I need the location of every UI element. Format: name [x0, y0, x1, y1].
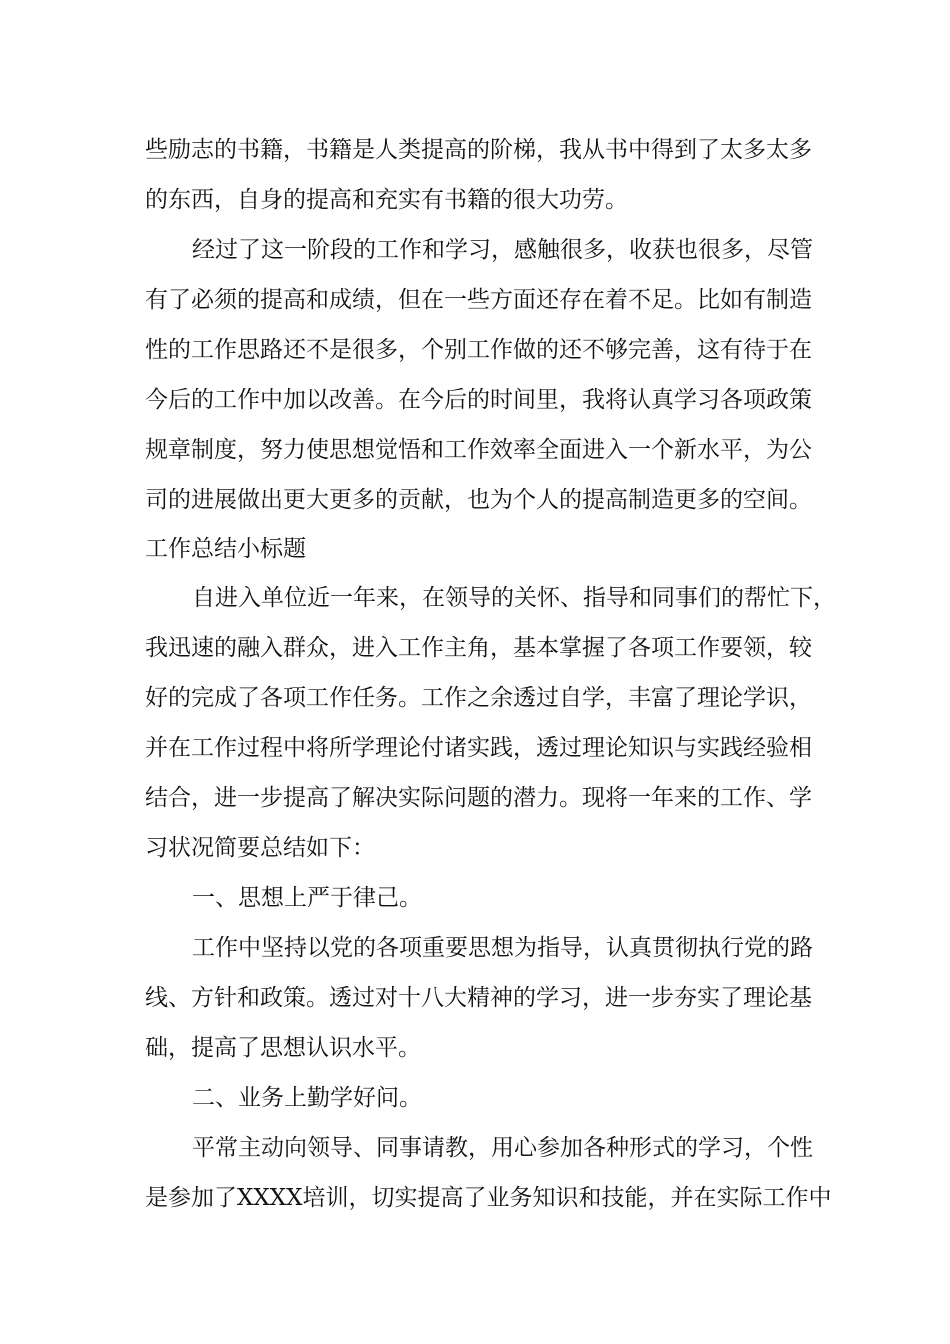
text-line: 并在工作过程中将所学理论付诸实践，透过理论知识与实践经验相: [145, 735, 812, 761]
text-line: 性的工作思路还不是很多，个别工作做的还不够完善，这有待于在: [145, 337, 812, 363]
text-line: 线、方针和政策。透过对十八大精神的学习，进一步夯实了理论基: [145, 985, 812, 1011]
text-line: 些励志的书籍，书籍是人类提高的阶梯，我从书中得到了太多太多: [145, 137, 812, 163]
paragraph-start-line: 平常主动向领导、同事请教，用心参加各种形式的学习，个性: [192, 1135, 813, 1161]
text-line: 我迅速的融入群众，进入工作主角，基本掌握了各项工作要领，较: [145, 635, 812, 661]
text-line: 司的进展做出更大更多的贡献，也为个人的提高制造更多的空间。: [145, 487, 812, 513]
section-subtitle: 工作总结小标题: [145, 536, 306, 562]
text-line: 今后的工作中加以改善。在今后的时间里，我将认真学习各项政策: [145, 387, 812, 413]
text-line: 习状况简要总结如下：: [145, 835, 375, 861]
section-heading: 二、业务上勤学好问。: [192, 1085, 422, 1111]
paragraph-start-line: 经过了这一阶段的工作和学习，感触很多，收获也很多，尽管: [192, 237, 813, 263]
text-line: 有了必须的提高和成绩，但在一些方面还存在着不足。比如有制造: [145, 287, 812, 313]
text-line: 结合，进一步提高了解决实际问题的潜力。现将一年来的工作、学: [145, 785, 812, 811]
section-heading: 一、思想上严于律己。: [192, 885, 422, 911]
text-line: 好的完成了各项工作任务。工作之余透过自学，丰富了理论学识，: [145, 685, 812, 711]
paragraph-start-line: 工作中坚持以党的各项重要思想为指导，认真贯彻执行党的路: [192, 935, 813, 961]
text-line: 的东西，自身的提高和充实有书籍的很大功劳。: [145, 187, 628, 213]
paragraph-start-line: 自进入单位近一年来，在领导的关怀、指导和同事们的帮忙下，: [192, 585, 836, 611]
text-line: 础，提高了思想认识水平。: [145, 1035, 421, 1061]
text-line: 是参加了XXXX培训，切实提高了业务知识和技能，并在实际工作中: [145, 1185, 832, 1211]
text-line: 规章制度，努力使思想觉悟和工作效率全面进入一个新水平，为公: [145, 437, 812, 463]
